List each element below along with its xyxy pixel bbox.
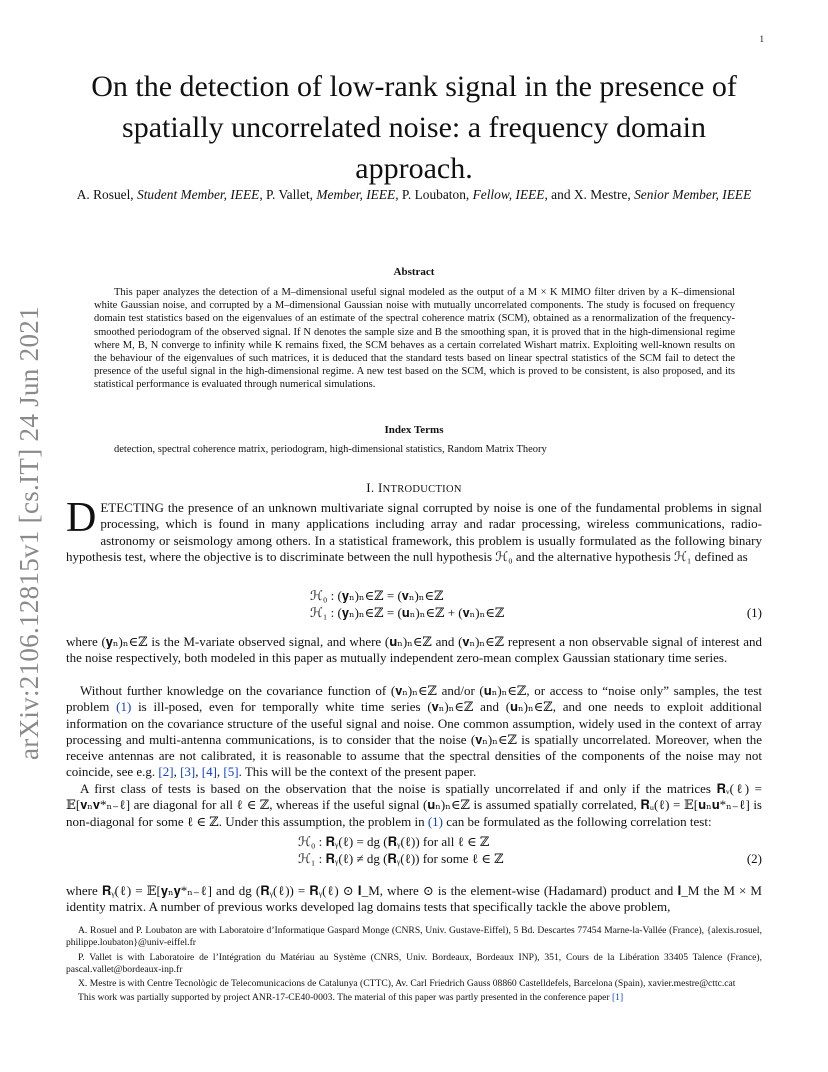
index-terms-heading: Index Terms bbox=[384, 424, 444, 436]
arxiv-identifier-stamp: arXiv:2106.12815v1 [cs.IT] 24 Jun 2021 bbox=[14, 306, 44, 760]
drop-cap: D bbox=[66, 495, 97, 541]
equation-1 bbox=[66, 588, 762, 621]
intro-paragraph-4 bbox=[66, 781, 762, 830]
footnote-affiliation-1: A. Rosuel and P. Loubaton are with Laboratoire d’Informatique Gaspard Monge (CNRS, Univ. Gustave-Eiffel), 5 Bd. Descartes 77454 Marne-la-Vallée (France), {alexis.rosuel, philippe.loubaton}@univ-eiffel.fr bbox=[66, 925, 762, 949]
equation-1-h0: ℋ₀ : (𝐲ₙ)ₙ∈ℤ = (𝐯ₙ)ₙ∈ℤ bbox=[310, 588, 444, 603]
abstract-text: This paper analyzes the detection of a M–dimensional useful signal modeled as the output of a M × K MIMO filter driven by a K–dimensional white Gaussian noise, and corrupted by a M–dimensional Gaussian noise with mutually uncorrelated components. The study is focused on frequency domain test statistics based on the eigenvalues of an estimate of the spectral coherence matrix (SCM), obtained as a renormalization of the frequency-smoothed periodogram of the observed signal. If N denotes the sample size and B the smoothing span, it is proved that in the high-dimensional regime where M, B, N converge to infinity while K remains fixed, the SCM behaves as a certain correlated Wishart matrix. Exploiting well-known results on the behaviour of the eigenvalues of such matrices, it is deduced that the standard tests based on linear spectral statistics of the SCM fail to detect the presence of the useful signal in the high-dimensional regime. A new test based on the SCM, which is proved to be consistent, is also proposed, and its statistical performance is evaluated through numerical simulations. bbox=[94, 287, 735, 391]
citation-1[interactable]: [1] bbox=[611, 992, 624, 1004]
author-2-role: Member, IEEE bbox=[316, 187, 396, 202]
intro-paragraph-5: where 𝐑ᵧ(ℓ) = 𝔼[𝐲ₙ𝐲*ₙ₋ℓ] and dg (𝐑ᵧ(ℓ)) = 𝐑ᵧ(ℓ) ⊙ 𝐈_M, where ⊙ is the element-wise (Hadamard) product and 𝐈_M the M × M identity matrix. A number of previous works developed lag domains tests that specifically tackle the above problem, bbox=[66, 883, 762, 915]
intro-paragraph-1 bbox=[66, 495, 762, 565]
section-heading-introduction bbox=[64, 480, 764, 496]
section-number: I. bbox=[366, 480, 378, 495]
footnotes bbox=[66, 925, 762, 1007]
citation-3[interactable]: [3] bbox=[180, 764, 196, 780]
index-terms-text: detection, spectral coherence matrix, periodogram, high-dimensional statistics, Random Matrix Theory bbox=[114, 444, 547, 455]
author-1-role: Student Member, IEEE bbox=[137, 187, 260, 202]
equation-1-number: (1) bbox=[746, 604, 762, 620]
section-title-initial: I bbox=[377, 480, 383, 495]
equation-2-number: (2) bbox=[746, 850, 762, 866]
intro-paragraph-3-part-2: is ill-posed, even for temporally white time series (𝐯ₙ)ₙ∈ℤ and (𝐮ₙ)ₙ∈ℤ, and one needs to exploit additional information on the covariance structure of the useful signal and noise. One common assumption, widely used in the context of array processing and multi-antenna communications, is to consider that the noise (𝐯ₙ)ₙ∈ℤ is spatially uncorrelated. Moreover, when the receive antennas are not calibrated, it is reasonable to assume that the spectral densities of the components of the noise may not coincide, see e.g. bbox=[66, 699, 762, 780]
abstract-heading: Abstract bbox=[393, 266, 435, 278]
footnote-affiliation-2: P. Vallet is with Laboratoire de l’Intégration du Matériau au Système (CNRS, Univ. Bordeaux, Bordeaux INP), 351, Cours de la Libération 33405 Talence (France), pascal.vallet@bordeaux-inp.fr bbox=[66, 951, 762, 975]
intro-paragraph-2: where (𝐲ₙ)ₙ∈ℤ is the M-variate observed signal, and where (𝐮ₙ)ₙ∈ℤ and (𝐯ₙ)ₙ∈ℤ represent a non observable signal of interest and the noise respectively, both modeled in this paper as mutually independent zero-mean complex Gaussian stationary time series. bbox=[66, 634, 762, 666]
citation-eq-1[interactable]: (1) bbox=[116, 699, 132, 715]
citation-5[interactable]: [5] bbox=[223, 764, 239, 780]
intro-paragraph-3: Without further knowledge on the covariance function of (𝐯ₙ)ₙ∈ℤ and/or (𝐮ₙ)ₙ∈ℤ, or access to “noise only” samples, the test problem (1) is ill-posed, even for temporally white time series (𝐯ₙ)ₙ∈ℤ and (𝐮ₙ)ₙ∈ℤ, and one needs to exploit additional information on the covariance structure of the useful signal and noise. One common assumption, widely used in the context of array processing and multi-antenna communications, is to consider that the noise (𝐯ₙ)ₙ∈ℤ is spatially uncorrelated. Moreover, when the receive antennas are not calibrated, it is reasonable to assume that the spectral densities of the components of the noise may not coincide, see e.g. [2], [3], [4], [5]. This will be the context of the present paper. bbox=[66, 683, 762, 780]
equation-2-h0: ℋ₀ : 𝐑ᵧ(ℓ) = dg (𝐑ᵧ(ℓ)) for all ℓ ∈ ℤ bbox=[298, 834, 490, 849]
equation-1-h1: ℋ₁ : (𝐲ₙ)ₙ∈ℤ = (𝐮ₙ)ₙ∈ℤ + (𝐯ₙ)ₙ∈ℤ bbox=[310, 604, 505, 620]
intro-paragraph-4-part-2: can be formulated as the following correlation test: bbox=[443, 813, 712, 829]
citation-2[interactable]: [2] bbox=[158, 764, 174, 780]
page-number: 1 bbox=[759, 34, 764, 44]
author-3-role: Fellow, IEEE bbox=[472, 187, 545, 202]
equation-2-h1: ℋ₁ : 𝐑ᵧ(ℓ) ≠ dg (𝐑ᵧ(ℓ)) for some ℓ ∈ ℤ bbox=[298, 850, 504, 866]
author-3: , P. Loubaton, bbox=[395, 187, 473, 202]
intro-paragraph-4-part-1: A first class of tests is based on the observation that the noise is spatially uncorrelated if and only if the matrices 𝐑ᵥ(ℓ) = 𝔼[𝐯ₙ𝐯*ₙ₋ℓ] are diagonal for all ℓ ∈ ℤ, whereas if the useful signal (𝐮ₙ)ₙ∈ℤ is assumed spatially correlated, 𝐑ᵤ(ℓ) = 𝔼[𝐮ₙ𝐮*ₙ₋ℓ] is non-diagonal for some ℓ ∈ ℤ. Under this assumption, the problem in bbox=[66, 781, 762, 829]
section-title-rest: NTRODUCTION bbox=[382, 484, 462, 495]
author-2: , P. Vallet, bbox=[259, 187, 317, 202]
footnote-funding bbox=[66, 992, 762, 1004]
intro-paragraph-3-part-3: . This will be the context of the present paper. bbox=[238, 764, 477, 780]
paper-title: On the detection of low-rank signal in the presence of spatially uncorrelated noise: a frequency domain approach. bbox=[91, 70, 737, 185]
citation-eq-1-second[interactable]: (1) bbox=[427, 813, 444, 829]
citation-4[interactable]: [4] bbox=[201, 764, 217, 780]
intro-paragraph-1-text: ETECTING the presence of an unknown multivariate signal corrupted by noise is one of the fundamental problems in signal processing, which is found in many applications including array and radar processing, wireless communications, radio-astronomy or seismology among others. In a statistical framework, this problem is usually formulated as the following binary hypothesis test, where the objective is to discriminate between the null hypothesis ℋ₀ and the alternative hypothesis ℋ₁ defined as bbox=[66, 500, 762, 564]
author-list bbox=[64, 186, 764, 204]
author-4: , and X. Mestre, bbox=[544, 187, 635, 202]
author-1: A. Rosuel, bbox=[76, 187, 137, 202]
author-4-role: Senior Member, IEEE bbox=[634, 187, 752, 202]
equation-2 bbox=[66, 834, 762, 867]
footnote-affiliation-3: X. Mestre is with Centre Tecnològic de Telecomunicacions de Catalunya (CTTC), Av. Carl Friedrich Gauss 08860 Castelldefels, Barcelona (Spain), xavier.mestre@cttc.cat bbox=[78, 978, 736, 990]
footnote-funding-text: This work was partially supported by project ANR-17-CE40-0003. The material of this paper was partly presented in the conference paper bbox=[78, 992, 612, 1004]
intro-paragraph-3-part-1: Without further knowledge on the covariance function of (𝐯ₙ)ₙ∈ℤ and/or (𝐮ₙ)ₙ∈ℤ, or access to “noise only” samples, the test problem bbox=[66, 683, 762, 715]
